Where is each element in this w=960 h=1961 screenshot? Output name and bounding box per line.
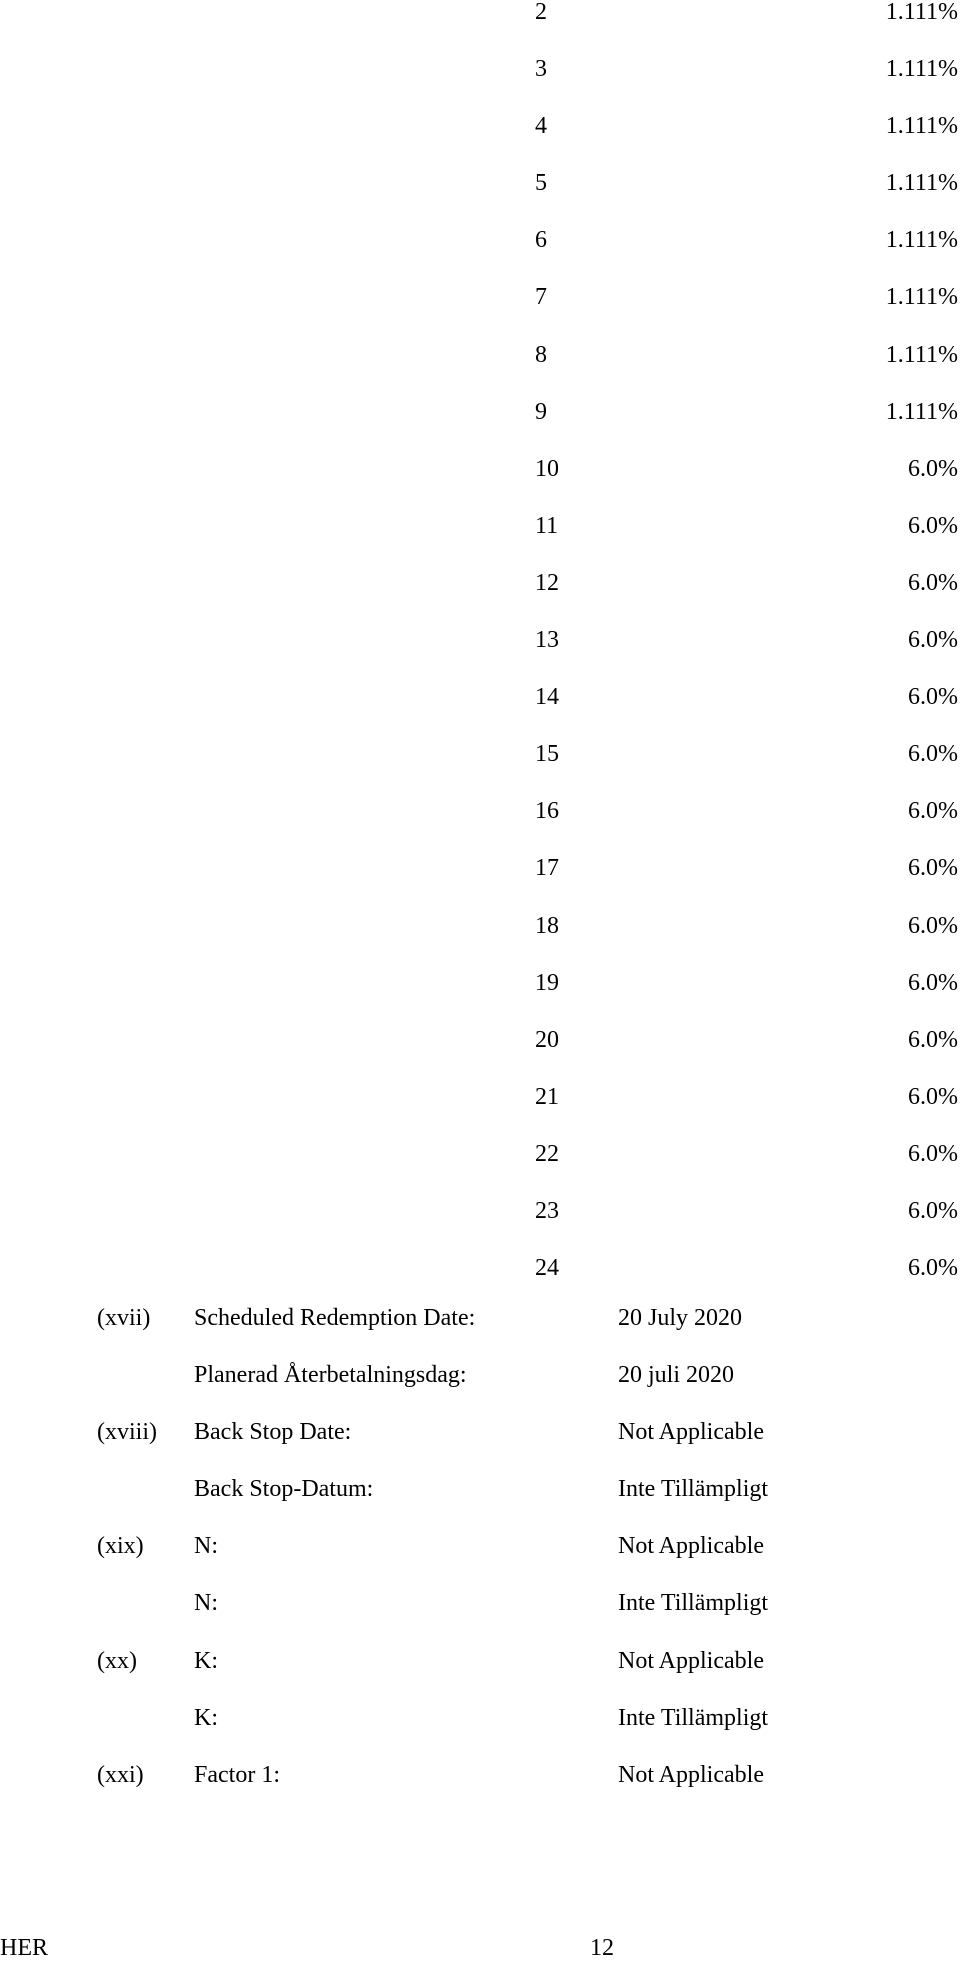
period-number: 8 bbox=[535, 341, 547, 368]
term-row bbox=[0, 1534, 960, 1591]
rate-value: 6.0% bbox=[908, 1140, 958, 1167]
rate-value: 6.0% bbox=[908, 969, 958, 996]
term-value: Not Applicable bbox=[618, 1647, 764, 1674]
table-row bbox=[0, 514, 960, 571]
term-label: Back Stop Date: bbox=[194, 1419, 352, 1446]
rate-value: 1.111% bbox=[885, 284, 958, 311]
term-label: K: bbox=[194, 1647, 218, 1674]
rate-value: 1.111% bbox=[885, 113, 958, 140]
period-number: 23 bbox=[535, 1197, 559, 1224]
term-value: 20 juli 2020 bbox=[618, 1362, 735, 1389]
rate-value: 6.0% bbox=[908, 1255, 958, 1282]
term-index: (xix) bbox=[97, 1533, 144, 1560]
term-row bbox=[0, 1591, 960, 1648]
footer-page-number: 12 bbox=[590, 1935, 614, 1961]
table-row bbox=[0, 1142, 960, 1199]
period-number: 13 bbox=[535, 627, 559, 654]
term-value: 20 July 2020 bbox=[618, 1305, 743, 1331]
term-value: Not Applicable bbox=[618, 1419, 764, 1446]
period-number: 24 bbox=[535, 1255, 559, 1282]
table-row bbox=[0, 571, 960, 628]
term-row bbox=[0, 1306, 960, 1363]
period-number: 18 bbox=[535, 912, 559, 939]
period-number: 7 bbox=[535, 284, 547, 311]
period-number: 16 bbox=[535, 798, 559, 825]
table-row bbox=[0, 400, 960, 457]
rate-value: 6.0% bbox=[908, 1083, 958, 1110]
term-index: (xvii) bbox=[97, 1305, 151, 1331]
term-value: Inte Tillämpligt bbox=[618, 1476, 769, 1503]
table-row bbox=[0, 285, 960, 342]
term-label: Planerad Återbetalningsdag: bbox=[194, 1362, 467, 1389]
table-row bbox=[0, 914, 960, 971]
rate-value: 6.0% bbox=[908, 455, 958, 482]
terms-list bbox=[0, 1306, 960, 1820]
period-number: 2 bbox=[535, 0, 547, 25]
term-row bbox=[0, 1763, 960, 1820]
rate-value: 6.0% bbox=[908, 912, 958, 939]
table-row bbox=[0, 57, 960, 114]
rate-value: 6.0% bbox=[908, 741, 958, 768]
rate-value: 6.0% bbox=[908, 798, 958, 825]
footer-document-code: HER bbox=[0, 1935, 48, 1961]
rate-value: 1.111% bbox=[885, 227, 958, 254]
table-row bbox=[0, 114, 960, 171]
period-number: 19 bbox=[535, 969, 559, 996]
table-row bbox=[0, 1028, 960, 1085]
period-number: 6 bbox=[535, 227, 547, 254]
rate-value: 6.0% bbox=[908, 855, 958, 882]
rate-value: 6.0% bbox=[908, 684, 958, 711]
term-row bbox=[0, 1649, 960, 1706]
rate-value: 6.0% bbox=[908, 512, 958, 539]
page-footer bbox=[0, 1936, 960, 1961]
rate-value: 6.0% bbox=[908, 1197, 958, 1224]
term-index: (xx) bbox=[97, 1647, 137, 1674]
term-row bbox=[0, 1477, 960, 1534]
table-row bbox=[0, 628, 960, 685]
term-value: Not Applicable bbox=[618, 1533, 764, 1560]
period-number: 21 bbox=[535, 1083, 559, 1110]
period-number: 10 bbox=[535, 455, 559, 482]
term-label: N: bbox=[194, 1533, 218, 1560]
table-row bbox=[0, 742, 960, 799]
table-row bbox=[0, 856, 960, 913]
rate-value: 1.111% bbox=[885, 170, 958, 197]
term-row bbox=[0, 1706, 960, 1763]
period-number: 20 bbox=[535, 1026, 559, 1053]
table-row bbox=[0, 1199, 960, 1256]
period-number: 17 bbox=[535, 855, 559, 882]
table-row bbox=[0, 228, 960, 285]
term-label: Factor 1: bbox=[194, 1761, 280, 1788]
term-index: (xxi) bbox=[97, 1761, 144, 1788]
rate-value: 1.111% bbox=[885, 341, 958, 368]
table-row bbox=[0, 799, 960, 856]
table-row bbox=[0, 343, 960, 400]
period-number: 14 bbox=[535, 684, 559, 711]
period-number: 12 bbox=[535, 569, 559, 596]
term-label: K: bbox=[194, 1704, 218, 1731]
rate-value: 6.0% bbox=[908, 569, 958, 596]
period-number: 15 bbox=[535, 741, 559, 768]
term-value: Not Applicable bbox=[618, 1761, 764, 1788]
rate-value: 1.111% bbox=[885, 398, 958, 425]
table-row bbox=[0, 685, 960, 742]
term-value: Inte Tillämpligt bbox=[618, 1704, 769, 1731]
table-row bbox=[0, 171, 960, 228]
period-number: 9 bbox=[535, 398, 547, 425]
period-number: 4 bbox=[535, 113, 547, 140]
term-label: Scheduled Redemption Date: bbox=[194, 1305, 476, 1331]
term-row bbox=[0, 1363, 960, 1420]
term-label: Back Stop-Datum: bbox=[194, 1476, 374, 1503]
period-number: 5 bbox=[535, 170, 547, 197]
table-row bbox=[0, 971, 960, 1028]
table-row bbox=[0, 0, 960, 57]
table-row bbox=[0, 457, 960, 514]
term-index: (xviii) bbox=[97, 1419, 157, 1446]
term-row bbox=[0, 1420, 960, 1477]
rate-value: 1.111% bbox=[885, 56, 958, 83]
term-label: N: bbox=[194, 1590, 218, 1617]
table-row bbox=[0, 1085, 960, 1142]
period-number: 11 bbox=[535, 512, 559, 539]
period-number: 22 bbox=[535, 1140, 559, 1167]
period-number: 3 bbox=[535, 56, 547, 83]
rate-value: 6.0% bbox=[908, 627, 958, 654]
term-value: Inte Tillämpligt bbox=[618, 1590, 769, 1617]
rate-value: 1.111% bbox=[885, 0, 958, 25]
rate-value: 6.0% bbox=[908, 1026, 958, 1053]
